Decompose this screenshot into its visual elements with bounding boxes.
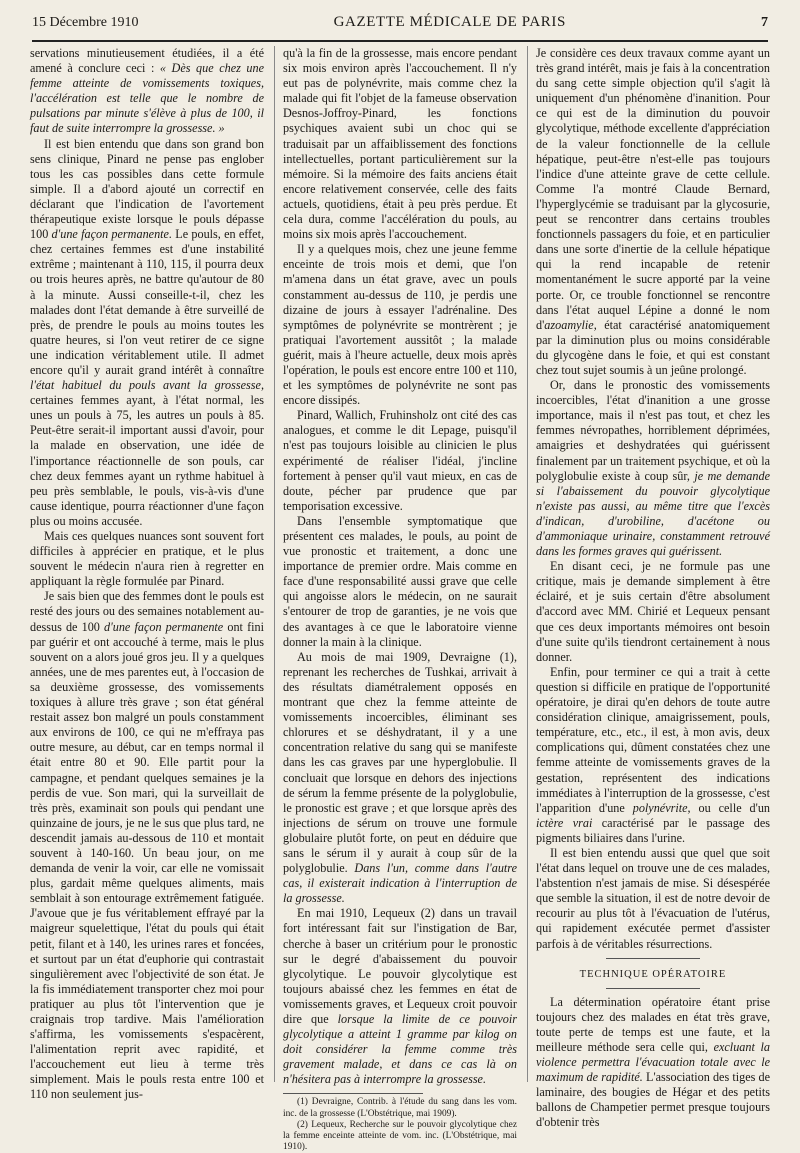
- paragraph: Pinard, Wallich, Fruhinsholz ont cité des cas analogues, et comme le dit Lepage, puisqu'il n'est pas toujours loisible au clinicien le plus expérimenté de réaliser l'idéal, j'incline fortement à penser qu'il vaut mieux, en cas de doute, pécher par prudence que par temporisation excessive.: [283, 408, 517, 513]
- text: Au mois de mai 1909, Devraigne (1), reprenant les recherches de Tushkai, arrivait à des résultats diamétralement opposés en montrant que chez la femme atteinte de vomissements incoercibles, éliminant ses chlorures et se déshydratant, il y a une concentration relative du sang qui se manifeste dans les cas graves par une hyperglobulie. Il concluait que lorsque en dehors des injections de sérum la femme présente de la polyglobulie, le pronostic est grave ; et que lorsque après des injections de sérum on trouve une formule globulaire plutôt forte, on peut en déduire que sans le sérum il y aurait à coup sûr de la polyglobulie.: [283, 649, 517, 876]
- column-2: [274, 46, 518, 1153]
- section-divider: [606, 958, 700, 959]
- page-header: [32, 14, 768, 42]
- section-heading: TECHNIQUE OPÉRATOIRE: [579, 968, 727, 980]
- emphasis: d'une façon permanente: [104, 619, 224, 634]
- paragraph: Mais ces quelques nuances sont souvent fort difficiles à apprécier en pratique, et le plus souvent le médecin n'aura rien à regretter en appliquant la règle formulée par Pinard.: [30, 529, 264, 589]
- paragraph: qu'à la fin de la grossesse, mais encore pendant six mois environ après l'accouchement. Il n'y eut pas de polynévrite, mais comme chez la malade qui fit l'objet de la fameuse observation Desnos-Joffroy-Pinard, les fonctions psychiques avaient subi un choc qui se traduisait par un affaiblissement des fonctions intellectuelles, portant particulièrement sur la mémoire. Si la mémoire des faits anciens était encore relativement conservée, celle des faits actuels, quotidiens, était à peu près perdue. Et cela dura, comme l'accélération du pouls, au moins six mois après l'accouchement.: [283, 46, 517, 242]
- emphasis: Dans l'un, comme dans l'autre cas, il existerait indication à l'interruption de la grossesse.: [283, 861, 518, 906]
- text: Le pouls, en effet, chez certaines femmes est d'une instabilité extrême ; maintenant à 110, 115, il pourra deux ou trois heures après, ne battre qu'autour de 80 à la minute. Aussi conseille-t-il, chez les malades dont l'état demande à être surveillé de près, de prendre le pouls au moins toutes les quatre heures, si l'on veut retirer de ce signe une indication véritablement utile. Il admet encore qu'il y aurait grand intérêt à connaître: [30, 227, 265, 377]
- emphasis: excluant la violence permettra l'évacuation totale avec le maximum de rapidité.: [536, 1040, 771, 1085]
- issue-date: 15 Décembre 1910: [32, 15, 139, 30]
- page-number: 7: [760, 15, 768, 30]
- emphasis: azoamylie,: [544, 317, 597, 332]
- text: ou celle d'un: [698, 800, 771, 815]
- emphasis: lorsque la limite de ce pouvoir glycolytique a atteint 1 gramme par kilog on doit considérer la femme comme très gravement malade, et dans ce cas là on n'hésitera pas à interrompre la grossesse.: [283, 1012, 517, 1087]
- paragraph: [30, 46, 264, 137]
- emphasis: je me demande si l'abaissement du pouvoir glycolytique n'existe pas aussi, au même titre que l'excès d'indican, d'urobiline, d'acétone ou d'ammoniaque urinaire, constamment retrouvé dans les formes graves qui guérissent.: [536, 468, 770, 559]
- text: Je considère ces deux travaux comme ayant un très grand intérêt, mais je fais à la concentration du sang cette simple objection qu'il s'agit là uniquement d'un phénomène d'inanition. Pour ce qui est de la diminution du pouvoir glycolytique, méthode excellente d'appréciation de la valeur fonctionnelle de la cellule hépatique, peut-être n'est-elle pas toujours l'indice d'une atteinte grave de cette cellule. Comme l'a montré Claude Bernard, l'hyperglycémie se traduisant par la glycosurie, peut se rencontrer dans certains troubles fonctionnels passagers du foie, et en particulier dans une sorte d'inertie de la cellule hépatique qui la rend incapable de retenir momentanément le sucre apporté par la veine porte. Or, ce trouble fonctionnel se rencontre dans l'état auquel Lépine a donné le nom d': [536, 46, 770, 332]
- text: La détermination opératoire étant prise toujours chez des malades en état très grave, toute perte de temps est une faute, et la meilleure méthode sera celle qui,: [536, 994, 770, 1054]
- text: Il est bien entendu que dans son grand bon sens clinique, Pinard ne pense pas englober tous les cas possibles dans cette formule simple. Il a d'abord ajouté un correctif en déclarant que l'indication de l'avortement thérapeutique existe lorsque le pouls dépasse 100: [30, 136, 264, 242]
- emphasis: d'une façon permanente.: [51, 227, 173, 242]
- text: Enfin, pour terminer ce qui a trait à cette question si difficile en pratique de l'opportunité opératoire, je dirai qu'en dehors de toute autre considération clinique, amaigrissement, pouls, température, etc., etc., il est, à mon avis, deux complications qui, dûment constatées chez une femme atteinte de vomissements graves de la gestation, représentent des indications immédiates à l'interruption de la grossesse, c'est l'apparition d'une: [536, 664, 770, 815]
- paragraph: En disant ceci, je ne formule pas une critique, mais je demande simplement à être éclairé, et je suis certain d'être absolument d'accord avec MM. Chirié et Lequeux pensant que ces deux importants mémoires ont besoin d'une suite qu'ils tiendront certainement à nous donner.: [536, 559, 770, 664]
- text: servations minutieusement étudiées, il a été amené à conclure ceci :: [30, 46, 264, 76]
- paragraph: [536, 378, 770, 559]
- footnote-1: (1) Devraigne, Contrib. à l'étude du sang dans les vom. inc. de la grossesse (L'Obstétrique, mai 1909).: [283, 1097, 517, 1119]
- text: caractérisé par le passage des pigments biliaires dans l'urine.: [536, 815, 771, 845]
- journal-title: GAZETTE MÉDICALE DE PARIS: [333, 14, 566, 30]
- paragraph: Il est bien entendu aussi que quel que soit l'état dans lequel on trouve une de ces malades, l'abstention n'est jamais de mise. Si désespérée que semble la situation, il est de notre devoir de recourir au plus tôt à l'évacuation de l'utérus, qui rapidement exécutée permet d'assister parfois à de véritables résurrections.: [536, 845, 770, 951]
- paragraph: Il y a quelques mois, chez une jeune femme enceinte de trois mois et demi, que l'on m'amena dans un état grave, avec un pouls constamment au-dessus de 110, je perdis une dizaine de jours à essayer l'adrénaline. Des symptômes de polynévrite se montrèrent ; je pratiquai l'avortement aussitôt ; la malade guérit, mais à l'heure actuelle, deux mois après l'opération, le pouls est encore entre 100 et 110, et les symptômes de polynévrite ne sont pas encore dissipés.: [283, 242, 517, 408]
- text: Or, dans le pronostic des vomissements incoercibles, l'état d'inanition a une grosse importance, mais il n'est pas tout, et chez les femmes névropathes, horriblement déprimées, amaigries et deshydratées qui guérissent finalement par un traitement psychique, et où la polyglobulie existe à coup sûr,: [536, 378, 770, 483]
- paragraph: [283, 906, 517, 1087]
- text: certaines femmes ayant, à l'état normal, les unes un pouls à 75, les autres un pouls à 85. Peut-être serait-il important aussi d'avoir, pour la malade en observation, une idée de l'importance réactionnelle de son pouls, car chez deux femmes ayant un rythme habituel à peu près semblable, le pouls, vis-à-vis d'une cause identique, pourra réactionner d'une façon plus ou moins accusée.: [30, 393, 264, 528]
- text: ont fini par guérir et ont accouché à terme, mais le plus souvent on a alors joué gros jeu. Il y a quelques années, une de mes parentes eut, à l'occasion de sa deuxième grossesse, des vomissements toxiques à allure très grave ; son état général restait assez bon malgré un pouls constamment aux environs de 100, ce qui ne m'effraya pas outre mesure, au début, car en temps normal il était entre 80 et 90. Elle partit pour la campagne, et pendant quelques semaines je la perdis de vue. Son mari, qui la surveillait de très près, examinait son pouls qui pendant une quinzaine de jours, je ne le sus que plus tard, ne descendit jamais au-dessous de 110 et montait souvent à 140-160. Un beau jour, on me demanda de venir la voir, car elle ne vomissait plus, gardait même quelques aliments, mais semblait à son entourage extrêmement fatiguée. J'avoue que je fus véritablement effrayé par la maigreur squelettique, l'état du pouls qui était petit, filant et à 140, les urines rares et foncées, et surtout par un état d'euphorie qui contrastait singulièrement avec l'objectivité de son état. Je la fis immédiatement transporter chez moi pour pratiquer au plus tôt l'intervention que je craignais trop tardive. Mais l'amélioration s'affirma, les vomissements s'espacèrent, l'alimentation reprit avec rapidité, et l'accouchement eut lieu à terme très simplement. Mais le pouls resta entre 100 et 110 non seulement jus-: [30, 619, 264, 1102]
- footnote-divider: [283, 1093, 423, 1094]
- text: En mai 1910, Lequeux (2) dans un travail fort intéressant fait sur l'instigation de Bar, cherche à baser un critérium pour le pronostic sur le degré d'abaissement du pouvoir glycolytique. Le pouvoir glycolytique est toujours abaissé chez les femmes en état de vomissements graves, et Lequeux croit pouvoir dire que: [283, 906, 517, 1026]
- emphasis: l'état habituel du pouls avant la grossesse,: [30, 378, 264, 393]
- text-columns: [30, 46, 771, 1153]
- text: L'association des tiges de laminaire, des bougies de Hégar et des petits ballons de Champetier permet presque toujours d'obtenir très: [536, 1070, 771, 1130]
- footnote-2: (2) Lequeux, Recherche sur le pouvoir glycolytique chez la femme enceinte atteinte de vom. inc. (L'Obstétrique, mai 1910).: [283, 1119, 517, 1153]
- paragraph: [30, 589, 264, 1102]
- text: Je sais bien que des femmes dont le pouls est resté des jours ou des semaines notablement au-dessus de 100: [30, 589, 264, 634]
- section-divider: [606, 988, 700, 989]
- text: état caractérisé anatomiquement par la diminution plus ou moins considérable du glycogène dans le foie, et qui est constant chez tout sujet soumis à un jeûne prolongé.: [536, 317, 771, 377]
- paragraph: [30, 137, 264, 529]
- paragraph: [536, 995, 770, 1131]
- paragraph: [536, 46, 770, 378]
- column-3: [527, 46, 771, 1130]
- paragraph: [536, 665, 770, 846]
- paragraph: [283, 650, 517, 907]
- paragraph: Dans l'ensemble symptomatique que présentent ces malades, le pouls, au point de vue pronostic et traitement, a donc une importance de premier ordre. Mais comme en face d'une responsabilité aussi grave que celle qui angoisse alors le médecin, on ne saurait s'entourer de trop de garanties, je ne vois que des avantages à ce que le laboratoire vienne donner la main à la clinique.: [283, 513, 517, 649]
- emphasis: polynévrite,: [632, 800, 691, 815]
- column-1: [30, 46, 265, 1102]
- quote: « Dès que chez une femme atteinte de vomissements toxiques, l'accélération est telle que le nombre de pulsations par minute s'élève à plus de 100, il faut de suite interrompre la grossesse. »: [30, 61, 264, 136]
- emphasis: ictère vrai: [536, 815, 593, 830]
